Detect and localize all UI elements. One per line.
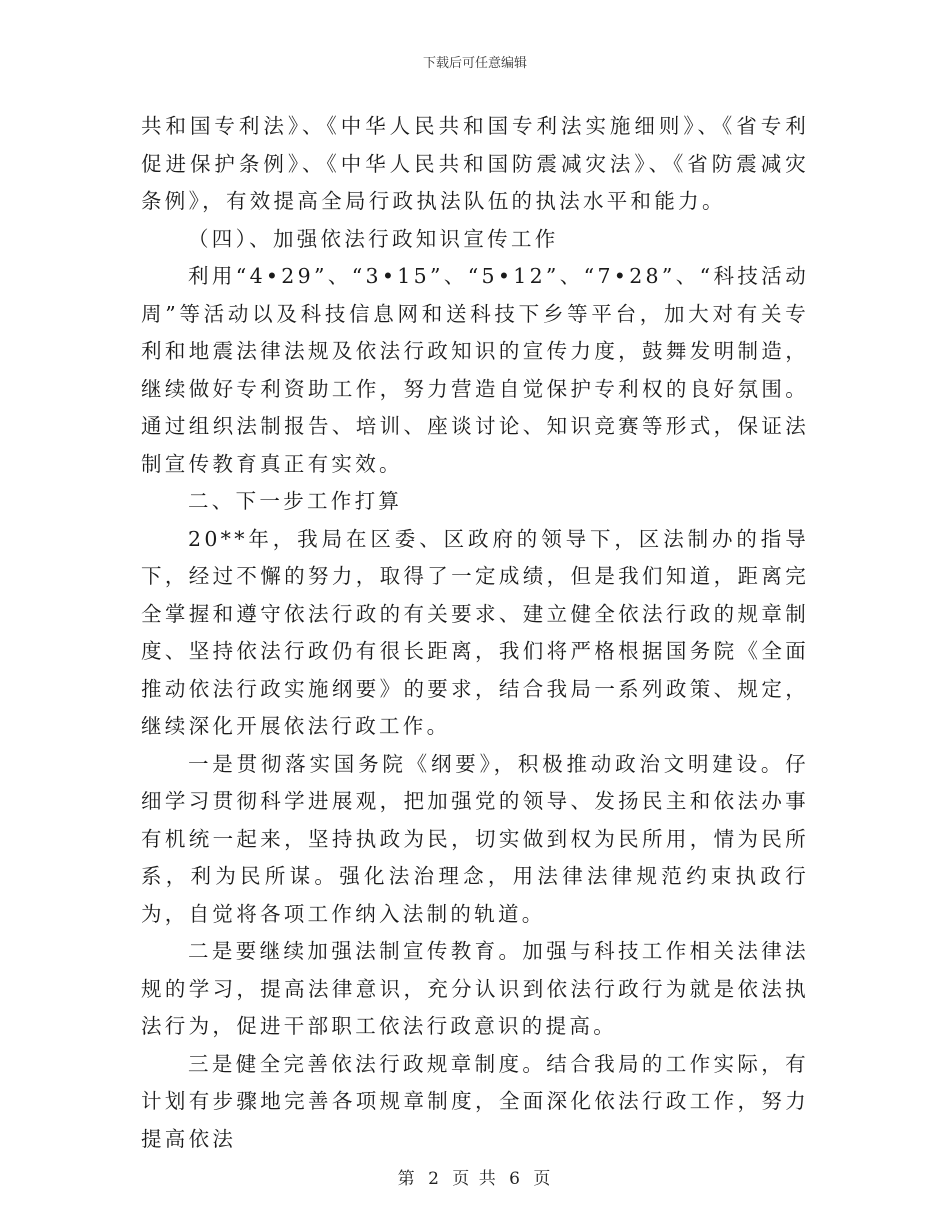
section-heading-4: （四）、加强依法行政知识宣传工作 xyxy=(188,226,559,251)
paragraph-3: 利用“4•29”、“3•15”、“5•12”、“7•28”、“科技活动周”等活动以及科技信息网和送科技下乡等平台，加大对有关专利和地震法律法规及依法行政知识的宣传力度，鼓舞发明制造，继续做好专利资助工作，努力营造自觉保护专利权的良好氛围。通过组织法制报告、培训、座谈讨论、知识竞赛等形式，保证法制宣传教育真正有实效。 xyxy=(141,264,809,476)
footer-total-pages: 6 xyxy=(509,1169,522,1189)
footer-prefix: 第 xyxy=(397,1169,417,1189)
footer-page-number: 2 xyxy=(428,1169,441,1189)
section-heading-2: 二、下一步工作打算 xyxy=(188,489,403,513)
paragraph-7: 二是要继续加强法制宣传教育。加强与科技工作相关法律法规的学习，提高法律意识，充分认识到依法行政行为就是依法执法行为，促进干部职工依法行政意识的提高。 xyxy=(141,939,809,1038)
page-header: 下载后可任意编辑 xyxy=(422,56,527,71)
paragraph-8: 三是健全完善依法行政规章制度。结合我局的工作实际，有计划有步骤地完善各项规章制度，全面深化依法行政工作，努力提高依法 xyxy=(141,1051,809,1151)
paragraph-1: 共和国专利法》、《中华人民共和国专利法实施细则》、《省专利促进保护条例》、《中华人民共和国防震减灾法》、《省防震减灾条例》，有效提高全局行政执法队伍的执法水平和能力。 xyxy=(141,114,809,213)
paragraph-6: 一是贯彻落实国务院《纲要》，积极推动政治文明建设。仔细学习贯彻科学进展观，把加强党的领导、发扬民主和依法办事有机统一起来，坚持执政为民，切实做到权为民所用，情为民所系，利为民所谋。强化法治理念，用法律法律规范约束执政行为，自觉将各项工作纳入法制的轨道。 xyxy=(141,751,809,926)
page-footer xyxy=(0,1164,950,1189)
paragraph-5: 20**年，我局在区委、区政府的领导下，区法制办的指导下，经过不懈的努力，取得了一定成绩，但是我们知道，距离完全掌握和遵守依法行政的有关要求、建立健全依法行政的规章制度、坚持依法行政仍有很长距离，我们将严格根据国务院《全面推动依法行政实施纲要》的要求，结合我局一系列政策、规定，继续深化开展依法行政工作。 xyxy=(141,526,809,738)
footer-suffix: 页 xyxy=(533,1169,553,1189)
document-body xyxy=(141,108,809,1158)
footer-middle: 页 共 xyxy=(452,1169,498,1189)
